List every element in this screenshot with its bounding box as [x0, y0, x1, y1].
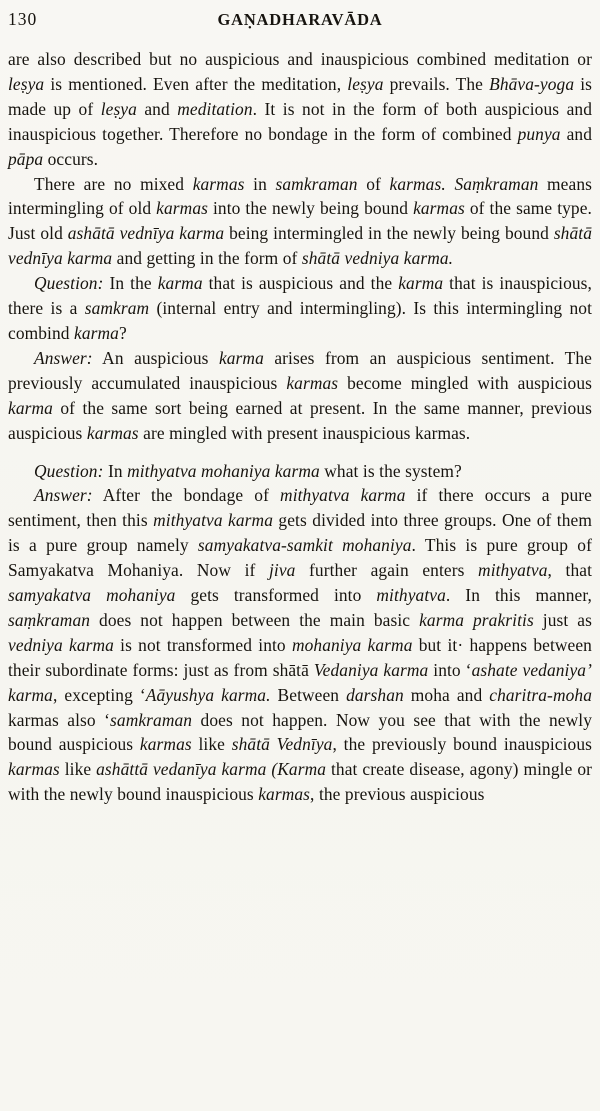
body-text: that create disease, agony) mingle or with the newly bound inauspicious: [8, 759, 593, 805]
italic-text: samkram: [84, 298, 150, 319]
body-text: ?: [118, 322, 127, 343]
paragraph: [8, 346, 592, 446]
body-text: In the: [103, 273, 158, 294]
italic-text: Question:: [34, 460, 104, 481]
body-text: of the same sort being earned at present. In the same manner, previous auspicious: [8, 397, 592, 443]
body-text: are also described but no auspicious and inauspicious combined meditation or: [8, 49, 592, 69]
italic-text: Saṃkraman: [454, 173, 539, 194]
italic-text: samkraman: [275, 173, 358, 194]
italic-text: karmas: [139, 734, 192, 755]
body-text: into ‘: [428, 659, 472, 680]
paragraph: [8, 172, 592, 272]
body-text: is not transformed into: [113, 634, 292, 655]
body-text: An auspicious: [92, 347, 219, 368]
body-text: just as: [533, 609, 592, 630]
page-body: [8, 47, 592, 807]
body-text: gets divided into three groups. One of them is a pure group namely: [8, 510, 592, 556]
page-header: [8, 9, 592, 31]
body-text: what is the system?: [319, 460, 462, 481]
body-text: gets transformed into: [175, 585, 377, 606]
italic-text: mithyatva: [478, 560, 548, 581]
italic-text: karmas: [192, 173, 245, 194]
book-title: GAṆADHARAVĀDA: [217, 10, 383, 29]
body-text: like: [59, 759, 97, 780]
italic-text: punya: [517, 123, 561, 144]
italic-text: Vedaniya karma: [313, 659, 429, 680]
body-text: In: [103, 460, 128, 481]
italic-text: ashātā vednīya karma: [67, 223, 225, 244]
italic-text: leṣya: [8, 73, 45, 94]
body-text: into the newly being bound: [207, 198, 414, 219]
italic-text: vedniya karma: [8, 634, 114, 655]
italic-text: karmas: [156, 198, 208, 219]
italic-text: charitra-moha: [489, 684, 592, 705]
italic-text: Question:: [34, 273, 104, 294]
body-text: of: [357, 173, 390, 194]
italic-text: samyakatva-samkit mohaniya: [197, 535, 412, 556]
italic-text: karma: [74, 322, 119, 343]
body-text: are mingled with present inauspicious karmas.: [138, 422, 471, 443]
italic-text: leṣya: [347, 73, 384, 94]
body-text: , that: [547, 560, 593, 581]
paragraph: [8, 459, 592, 484]
body-text: There are no mixed: [34, 173, 193, 194]
italic-text: darshan: [346, 684, 404, 705]
body-text: and: [560, 123, 592, 144]
italic-text: mithyatva karma: [280, 485, 406, 506]
body-text: is made up of: [8, 73, 593, 119]
body-text: , excepting ‘: [52, 684, 146, 705]
italic-text: meditation: [177, 98, 253, 119]
italic-text: mithyatva karma: [153, 510, 273, 531]
body-text: moha and: [403, 684, 490, 705]
italic-text: karma: [8, 397, 53, 418]
body-text: means intermingling of old: [8, 173, 592, 219]
paragraph: [8, 47, 592, 172]
body-text: . In this manner,: [445, 585, 592, 606]
body-text: arises from an auspicious sentiment. The previously accumulated inauspicious: [8, 347, 592, 393]
body-text: occurs.: [43, 148, 99, 169]
body-text: like: [191, 734, 232, 755]
body-text: but it· happens between their subordinate forms: just as from shātā: [8, 634, 592, 680]
italic-text: samkraman: [110, 709, 193, 730]
italic-text: karma: [398, 273, 444, 294]
italic-text: karmas: [86, 422, 139, 443]
italic-text: Answer:: [34, 485, 93, 506]
body-text: , the previously bound inauspicious: [332, 734, 593, 755]
paragraph: [8, 483, 592, 807]
italic-text: shātā vedniya karma.: [301, 248, 454, 269]
italic-text: karmas: [8, 759, 60, 780]
body-text: of the same type. Just old: [8, 198, 592, 244]
body-text: After the bondage of: [92, 485, 281, 506]
body-text: if there occurs a pure sentiment, then this: [8, 485, 592, 531]
italic-text: mithyatva mohaniya karma: [127, 460, 320, 481]
italic-text: karmas: [258, 784, 311, 805]
body-text: being intermingled in the newly being bound: [224, 223, 554, 244]
italic-text: Aāyushya karma.: [145, 684, 271, 705]
body-text: prevails. The: [383, 73, 490, 94]
italic-text: mithyatva: [376, 585, 446, 606]
body-text: karmas also ‘: [8, 709, 111, 730]
italic-text: shātā vednīya karma: [8, 223, 592, 269]
body-text: . It is not in the form of both auspicious and inauspicious together. Therefore no bondage in the form of combined: [8, 98, 592, 144]
body-text: Between: [270, 684, 347, 705]
page-number: 130: [8, 9, 38, 29]
italic-text: saṃkraman: [8, 609, 91, 630]
italic-text: pāpa: [8, 148, 44, 169]
italic-text: Bhāva-yoga: [489, 73, 575, 94]
italic-text: karma: [218, 347, 264, 368]
italic-text: jiva: [268, 560, 296, 581]
italic-text: ashāttā vedanīya karma (Karma: [96, 759, 327, 780]
italic-text: ashate vedaniya’ karma: [8, 659, 592, 705]
body-text: further again enters: [295, 560, 479, 581]
italic-text: karmas: [413, 198, 465, 219]
body-text: (internal entry and intermingling). Is this intermingling not combind: [8, 298, 593, 343]
body-text: that is auspicious and the: [202, 273, 399, 294]
body-text: and: [136, 98, 178, 119]
italic-text: leṣya: [100, 98, 137, 119]
body-text: and getting in the form of: [112, 248, 302, 269]
body-text: , the previous auspicious: [310, 784, 485, 805]
body-text: . This is pure group of Samyakatva Mohaniya. Now if: [8, 535, 592, 581]
italic-text: Answer:: [34, 347, 93, 368]
italic-text: mohaniya karma: [291, 634, 413, 655]
body-text: does not happen. Now you see that with the newly bound auspicious: [8, 709, 592, 755]
body-text: does not happen between the main basic: [90, 609, 420, 630]
paragraph: [8, 271, 592, 346]
italic-text: karma: [157, 273, 203, 294]
body-text: that is inauspicious, there is a: [8, 273, 592, 319]
italic-text: samyakatva mohaniya: [8, 585, 176, 606]
body-text: in: [244, 173, 276, 194]
italic-text: karmas: [286, 372, 339, 393]
body-text: is mentioned. Even after the meditation,: [44, 73, 348, 94]
italic-text: karma prakritis: [419, 609, 534, 630]
italic-text: shātā Vednīya: [231, 734, 333, 755]
italic-text: karmas.: [389, 173, 446, 194]
body-text: become mingled with auspicious: [338, 372, 592, 393]
